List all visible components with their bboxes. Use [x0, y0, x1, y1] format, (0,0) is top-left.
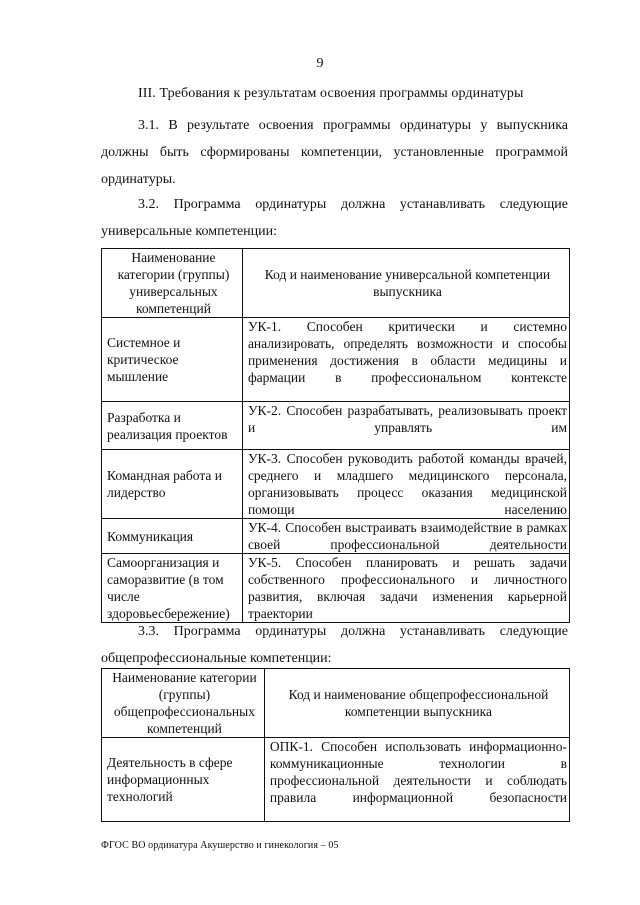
header-code: Код и наименование общепрофессиональной компетенции выпускника	[264, 669, 569, 738]
table-row	[102, 738, 570, 822]
competence-cell: ОПК-1. Способен использовать информационно-коммуникационные технологии в профессиональной деятельности и соблюдать правила информационной безопасности	[264, 738, 569, 822]
table-row	[102, 402, 570, 450]
header-category: Наименование категории (группы) универсальных компетенций	[102, 249, 243, 318]
table-header-row	[102, 249, 570, 318]
header-code: Код и наименование универсальной компетенции выпускника	[242, 249, 569, 318]
competence-cell: УК-5. Способен планировать и решать задачи собственного профессионального и личностного развития, включая задачи изменения карьерной траектории	[242, 554, 569, 623]
category-cell: Системное и критическое мышление	[102, 318, 243, 402]
competence-cell: УК-2. Способен разрабатывать, реализовывать проект и управлять им	[242, 402, 569, 450]
table-row	[102, 519, 570, 554]
paragraph-3-2	[101, 191, 568, 245]
category-cell: Командная работа и лидерство	[102, 450, 243, 519]
paragraph-3-1-text: 3.1. В результате освоения программы ординатуры у выпускника должны быть сформированы компетенции, установленные программой ординатуры.	[101, 118, 568, 187]
footer: ФГОС ВО ординатура Акушерство и гинекология – 05	[101, 840, 339, 851]
paragraph-3-3-text: 3.3. Программа ординатуры должна устанавливать следующие общепрофессиональные компетенции:	[101, 624, 568, 666]
competence-cell: УК-1. Способен критически и системно анализировать, определять возможности и способы применения достижения в области медицины и фармации в профессиональном контексте	[242, 318, 569, 402]
category-cell: Коммуникация	[102, 519, 243, 554]
paragraph-3-3	[101, 618, 568, 672]
table-row	[102, 554, 570, 623]
header-category: Наименование категории (группы) общепрофессиональных компетенций	[102, 669, 265, 738]
category-cell: Разработка и реализация проектов	[102, 402, 243, 450]
paragraph-3-2-text: 3.2. Программа ординатуры должна устанавливать следующие универсальные компетенции:	[101, 197, 568, 239]
table-header-row	[102, 669, 570, 738]
page-number: 9	[316, 56, 324, 71]
table-row	[102, 450, 570, 519]
paragraph-3-1	[101, 112, 568, 193]
category-cell: Деятельность в сфере информационных технологий	[102, 738, 265, 822]
general-professional-competencies-table	[101, 668, 570, 822]
universal-competencies-table	[101, 248, 570, 623]
section-heading: III. Требования к результатам освоения программы ординатуры	[138, 86, 524, 101]
competence-cell: УК-4. Способен выстраивать взаимодействие в рамках своей профессиональной деятельности	[242, 519, 569, 554]
table-row	[102, 318, 570, 402]
competence-cell: УК-3. Способен руководить работой команды врачей, среднего и младшего медицинского персонала, организовывать процесс оказания медицинской помощи населению	[242, 450, 569, 519]
category-cell: Самоорганизация и саморазвитие (в том числе здоровьесбережение)	[102, 554, 243, 623]
